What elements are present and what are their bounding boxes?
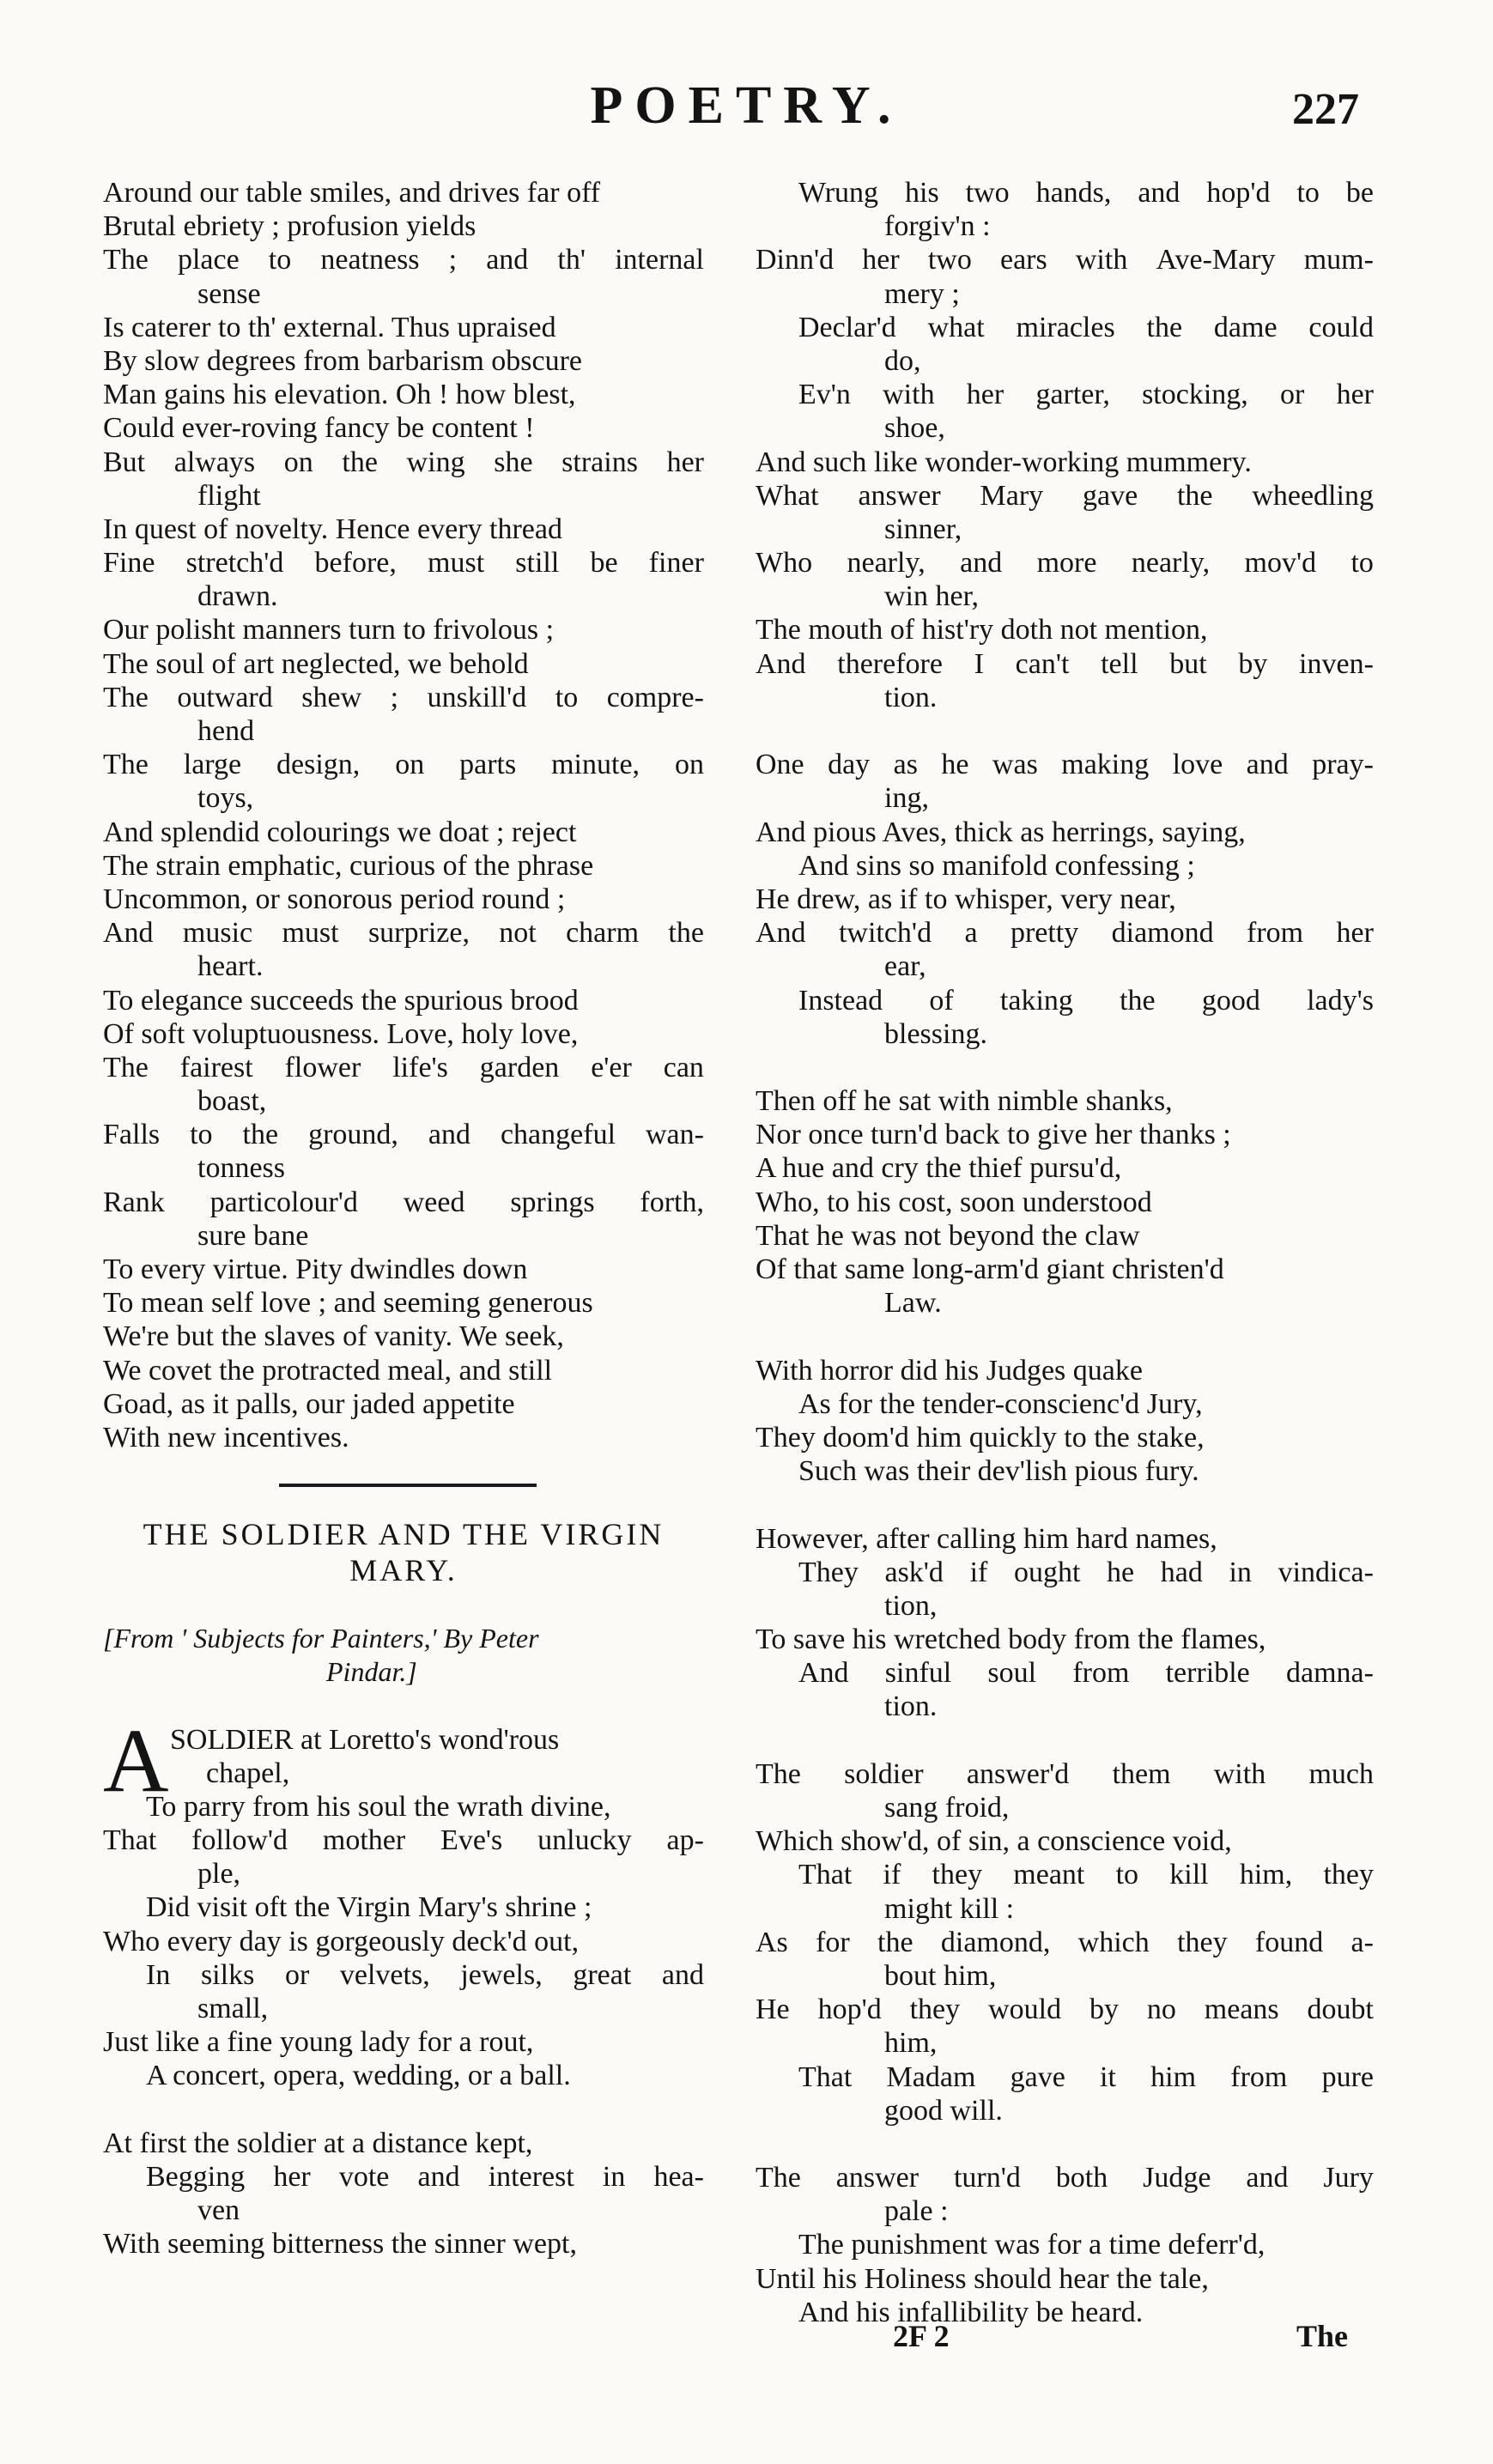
stanza-break — [756, 1724, 1374, 1757]
spacer — [103, 1689, 704, 1722]
poem-line: And splendid colourings we doat ; reject — [103, 816, 577, 848]
poem-line: Such was their dev'lish pious fury. — [798, 1455, 1199, 1488]
poem-line: One day as he was making love and pray- — [756, 749, 1374, 781]
poem-line: Ev'n with her garter, stocking, or her — [798, 379, 1374, 411]
signature-mark: 2F 2 — [893, 2319, 950, 2353]
stanza-break — [756, 1051, 1374, 1084]
poem-line: tonness — [197, 1152, 285, 1185]
poem-line: sinner, — [884, 513, 962, 545]
poem-line: The soul of art neglected, we behold — [103, 647, 529, 680]
poem-line: mery ; — [884, 277, 960, 310]
poem-line: That if they meant to kill him, they — [798, 1859, 1374, 1891]
poem-line: win her, — [884, 580, 980, 613]
poem-line: However, after calling him hard names, — [756, 1522, 1217, 1555]
poem-line: To mean self love ; and seeming generous — [103, 1287, 593, 1320]
spacer — [103, 1588, 704, 1622]
poem-line: And twitch'd a pretty diamond from her — [756, 917, 1374, 950]
poem-line: tion. — [884, 681, 938, 713]
poem-line: Falls to the ground, and changeful wan- — [103, 1119, 704, 1151]
poem-line: Of that same long-arm'd giant christen'd — [756, 1253, 1224, 1285]
poem-line: Instead of taking the good lady's — [798, 984, 1374, 1017]
poem-line: do, — [884, 344, 921, 377]
poem-line: That follow'd mother Eve's unlucky ap- — [103, 1824, 704, 1857]
poem-line: ple, — [197, 1858, 241, 1890]
poem-line: And therefore I can't tell but by inven- — [756, 647, 1374, 680]
poem-line: ear, — [884, 950, 926, 983]
stanza-break — [756, 714, 1374, 748]
poem-line: Which show'd, of sin, a conscience void, — [756, 1825, 1232, 1858]
poem-line: Brutal ebriety ; profusion yields — [103, 210, 476, 243]
poem-line: good will. — [884, 2094, 1003, 2127]
poem-line: With horror did his Judges quake — [756, 1354, 1143, 1387]
poem-line: Then off he sat with nimble shanks, — [756, 1085, 1173, 1118]
page-title: POETRY. — [590, 76, 903, 135]
poem-line: sang froid, — [884, 1792, 1010, 1824]
poem-line: And his infallibility be heard. — [798, 2296, 1144, 2328]
poem-line: That Madam gave it him from pure — [798, 2060, 1374, 2093]
poem-line: forgiv'n : — [884, 210, 991, 243]
poem-line: What answer Mary gave the wheedling — [756, 479, 1374, 512]
poem-line: To save his wretched body from the flames, — [756, 1623, 1266, 1656]
poem-line: He hop'd they would by no means doubt — [756, 1994, 1374, 2026]
poem-line: As for the diamond, which they found a- — [756, 1926, 1374, 1958]
poem-line: Fine stretch'd before, must still be finer — [103, 547, 704, 580]
poem-line: toys, — [197, 782, 254, 815]
poem-line: Just like a fine young lady for a rout, — [103, 2026, 534, 2059]
poem-line: chapel, — [206, 1757, 290, 1789]
poem-line: And sins so manifold confessing ; — [798, 849, 1195, 882]
poem-line: In quest of novelty. Hence every thread — [103, 513, 562, 545]
poem-line: The fairest flower life's garden e'er can — [103, 1051, 704, 1083]
poem-line: Who, to his cost, soon understood — [756, 1186, 1152, 1218]
poem-line: With new incentives. — [103, 1421, 349, 1454]
poem-line: Is caterer to th' external. Thus upraised — [103, 311, 556, 343]
poem-line: ing, — [884, 782, 929, 815]
poem-continuation — [103, 176, 704, 1454]
poem-line: blessing. — [884, 1017, 987, 1050]
poem-line: And sinful soul from terrible damna- — [798, 1657, 1374, 1690]
poem-line: sense — [197, 277, 261, 310]
poem-line: pale : — [884, 2195, 949, 2228]
poem-line: tion. — [884, 1690, 938, 1723]
poem-line: In silks or velvets, jewels, great and — [146, 1958, 704, 1991]
poem-line: ven — [197, 2194, 240, 2227]
poem-line: Our polisht manners turn to frivolous ; — [103, 614, 555, 646]
poem-line: Who nearly, and more nearly, mov'd to — [756, 547, 1374, 580]
attribution-line-2: Pindar.] — [326, 1656, 417, 1688]
poem-line: bout him, — [884, 1959, 997, 1992]
poem-line: Declar'd what miracles the dame could — [798, 311, 1374, 343]
poem-line: We covet the protracted meal, and still — [103, 1354, 553, 1387]
poem-line: Until his Holiness should hear the tale, — [756, 2262, 1209, 2295]
page-header — [0, 76, 1493, 153]
poem-line: The punishment was for a time deferr'd, — [798, 2229, 1265, 2261]
stanza-break — [103, 2093, 704, 2127]
poem-body-right — [756, 176, 1374, 2329]
poem-line: small, — [197, 1993, 269, 2024]
poem-line: SOLDIER at Loretto's wond'rous — [170, 1723, 560, 1756]
poem-line: Law. — [884, 1287, 942, 1320]
stanza-break — [756, 2127, 1374, 2161]
poem-line: Man gains his elevation. Oh ! how blest, — [103, 379, 576, 411]
poem-line: The place to neatness ; and th' internal — [103, 244, 704, 276]
poem-line: As for the tender-conscienc'd Jury, — [798, 1387, 1203, 1420]
poem-line: Around our table smiles, and drives far off — [103, 177, 601, 209]
poem-title-line-2: MARY. — [349, 1553, 458, 1588]
poem-line: drawn. — [197, 580, 278, 613]
poem-line: By slow degrees from barbarism obscure — [103, 344, 583, 377]
poem-body-left — [103, 1790, 704, 2261]
poem-line: The answer turn'd both Judge and Jury — [756, 2162, 1374, 2194]
poem-line: tion, — [884, 1589, 938, 1622]
poem-line: To every virtue. Pity dwindles down — [103, 1253, 528, 1285]
poem-line: To elegance succeeds the spurious brood — [103, 984, 579, 1017]
poem-line: Of soft voluptuousness. Love, holy love, — [103, 1017, 579, 1050]
drop-cap: A — [103, 1709, 169, 1811]
attribution-line-1: [From ' Subjects for Painters,' By Peter — [103, 1623, 539, 1654]
poem-line: We're but the slaves of vanity. We seek, — [103, 1320, 564, 1353]
poem-line: And such like wonder-working mummery. — [756, 446, 1252, 478]
poem-line: They doom'd him quickly to the stake, — [756, 1421, 1205, 1454]
poem-line: The mouth of hist'ry doth not mention, — [756, 614, 1208, 646]
stanza-break — [756, 1320, 1374, 1353]
poem-line: might kill : — [884, 1892, 1015, 1925]
page-number: 227 — [1292, 85, 1359, 134]
poem-line: Nor once turn'd back to give her thanks ; — [756, 1119, 1231, 1151]
poem-line: And pious Aves, thick as herrings, saying, — [756, 816, 1246, 848]
catchword: The — [1296, 2319, 1349, 2353]
poem-line: With seeming bitterness the sinner wept, — [103, 2228, 577, 2261]
poem-line: Uncommon, or sonorous period round ; — [103, 883, 566, 915]
poem-line: hend — [197, 715, 255, 747]
poem-line: The strain emphatic, curious of the phrase — [103, 849, 594, 882]
poem-line: They ask'd if ought he had in vindica- — [798, 1556, 1374, 1588]
poem-line: Who every day is gorgeously deck'd out, — [103, 1925, 580, 1957]
poem-line: Begging her vote and interest in hea- — [146, 2160, 704, 2193]
poem-line: heart. — [197, 950, 264, 983]
poem-line: Did visit oft the Virgin Mary's shrine ; — [146, 1891, 592, 1924]
stanza-break — [756, 1488, 1374, 1521]
right-column — [756, 176, 1374, 2329]
poem-line: flight — [197, 479, 261, 512]
poem-line: The outward shew ; unskill'd to compre- — [103, 681, 704, 713]
poem-line: Goad, as it palls, our jaded appetite — [103, 1387, 515, 1420]
poem-line: Wrung his two hands, and hop'd to be — [798, 177, 1374, 209]
left-column — [103, 176, 704, 2261]
poem-line: sure bane — [197, 1219, 309, 1252]
poem-line: boast, — [197, 1085, 267, 1118]
section-rule — [103, 1454, 704, 1516]
poem-line: At first the soldier at a distance kept, — [103, 2127, 533, 2159]
poem-title-line-1: THE SOLDIER AND THE VIRGIN — [143, 1517, 665, 1552]
poem-line: shoe, — [884, 412, 945, 445]
poem-line: Dinn'd her two ears with Ave-Mary mum- — [756, 244, 1374, 276]
poem-line: But always on the wing she strains her — [103, 446, 704, 478]
poem-line: A hue and cry the thief pursu'd, — [756, 1152, 1122, 1185]
poem-line: him, — [884, 2027, 938, 2060]
poem-line: The soldier answer'd them with much — [756, 1757, 1374, 1790]
poem-line: A concert, opera, wedding, or a ball. — [146, 2060, 571, 2092]
poem-line: Rank particolour'd weed springs forth, — [103, 1186, 704, 1218]
poem-line: The large design, on parts minute, on — [103, 749, 704, 781]
poem-line: To parry from his soul the wrath divine, — [146, 1790, 611, 1823]
poem-line: And music must surprize, not charm the — [103, 917, 704, 950]
poem-line: That he was not beyond the claw — [756, 1219, 1140, 1252]
poem-line: Could ever-roving fancy be content ! — [103, 412, 535, 445]
poem-line: He drew, as if to whisper, very near, — [756, 883, 1176, 915]
